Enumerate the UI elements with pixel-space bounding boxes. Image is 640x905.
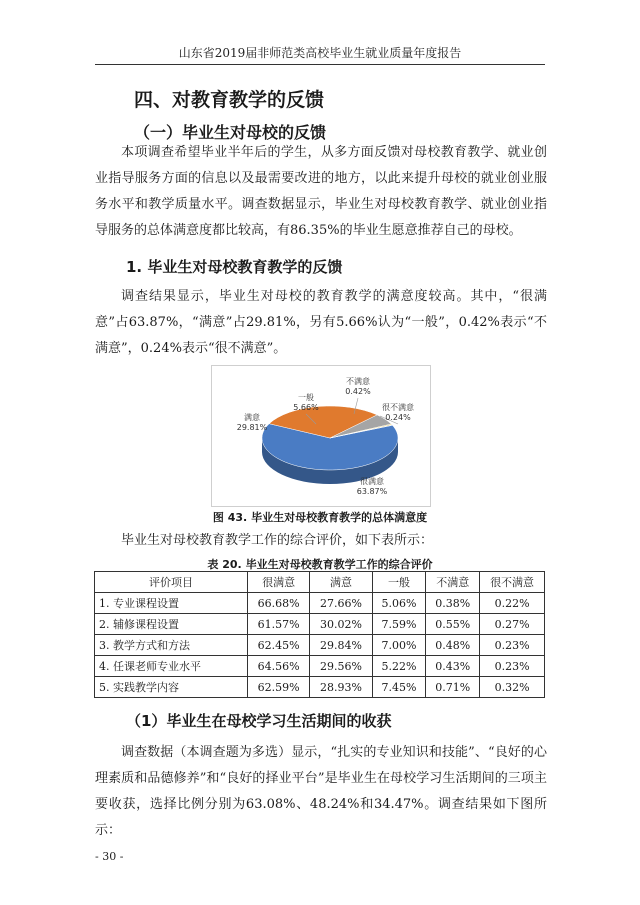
table-cell: 61.57%: [248, 614, 310, 635]
table-header-row: [95, 572, 545, 593]
table-cell: 3. 教学方式和方法: [95, 635, 248, 656]
subsection-2-paragraph: [95, 740, 547, 844]
table-cell: 0.38%: [426, 593, 480, 614]
table-cell: 1. 专业课程设置: [95, 593, 248, 614]
table-intro-text: 毕业生对母校教育教学工作的综合评价，如下表所示：: [121, 533, 434, 548]
table-cell: 62.59%: [248, 677, 310, 698]
pie-label-name: 很满意: [360, 477, 384, 486]
pie-label-value: 5.66%: [293, 403, 319, 412]
pie-label-name: 满意: [244, 413, 260, 422]
table-row: [95, 677, 545, 698]
table-cell: 5. 实践教学内容: [95, 677, 248, 698]
pie-label-name: 一般: [298, 393, 314, 402]
intro-text: 本项调查希望毕业半年后的学生，从多方面反馈对母校教育教学、就业创业指导服务方面的信息以及最需要改进的地方，以此来提升母校的就业创业服务水平和教学质量水平。调查数据显示，毕业生对母校教育教学、就业创业指导服务的总体满意度都比较高，有86.35%的毕业生愿意推荐自己的母校。: [95, 145, 547, 238]
pie-label-name: 不满意: [346, 377, 370, 386]
table-caption: 表 20. 毕业生对母校教育教学工作的综合评价: [207, 558, 433, 571]
running-header: 山东省2019届非师范类高校毕业生就业质量年度报告: [178, 46, 462, 60]
subsection-1-text: 调查结果显示，毕业生对母校的教育教学的满意度较高。其中，“很满意”占63.87%，“满意”占29.81%，另有5.66%认为“一般”，0.42%表示“不满意”，0.24%表示“很不满意”。: [95, 289, 547, 356]
table-cell: 0.27%: [480, 614, 545, 635]
table-cell: 5.06%: [372, 593, 426, 614]
table-cell: 7.00%: [372, 635, 426, 656]
subsection-2-heading: （1）毕业生在母校学习生活期间的收获: [126, 712, 392, 730]
table-cell: 0.55%: [426, 614, 480, 635]
table-header-cell: 满意: [310, 572, 372, 593]
table-header-cell: 很满意: [248, 572, 310, 593]
table-cell: 30.02%: [310, 614, 372, 635]
page-number: - 30 -: [95, 850, 124, 863]
table-cell: 0.48%: [426, 635, 480, 656]
table-cell: 62.45%: [248, 635, 310, 656]
pie-chart: [211, 365, 431, 507]
pie-label-value: 29.81%: [236, 423, 268, 432]
subsection-heading: （一）毕业生对母校的反馈: [134, 123, 327, 142]
table-cell: 0.23%: [480, 635, 545, 656]
table-cell: 29.56%: [310, 656, 372, 677]
table-cell: 0.23%: [480, 656, 545, 677]
pie-label-value: 0.24%: [385, 413, 411, 422]
intro-paragraph: [95, 140, 547, 244]
subsection-2-text: 调查数据（本调查题为多选）显示，“扎实的专业知识和技能”、“良好的心理素质和品德修养”和“良好的择业平台”是毕业生在母校学习生活期间的三项主要收获，选择比例分别为63.08%、48.24%和34.47%。调查结果如下图所示：: [95, 745, 547, 838]
table-header-cell: 评价项目: [95, 572, 248, 593]
table-cell: 0.71%: [426, 677, 480, 698]
pie-label-name: 很不满意: [382, 403, 414, 412]
subsection-1-heading: 1. 毕业生对母校教育教学的反馈: [126, 258, 343, 276]
table-row: [95, 614, 545, 635]
table-cell: 7.45%: [372, 677, 426, 698]
table-cell: 27.66%: [310, 593, 372, 614]
table-cell: 2. 辅修课程设置: [95, 614, 248, 635]
table-cell: 66.68%: [248, 593, 310, 614]
table-cell: 5.22%: [372, 656, 426, 677]
table-row: [95, 656, 545, 677]
table-header-cell: 不满意: [426, 572, 480, 593]
table-cell: 0.22%: [480, 593, 545, 614]
table-header-cell: 很不满意: [480, 572, 545, 593]
pie-label-value: 0.42%: [345, 387, 371, 396]
table-cell: 7.59%: [372, 614, 426, 635]
table-cell: 28.93%: [310, 677, 372, 698]
subsection-1-paragraph: [95, 284, 547, 362]
section-heading: 四、对教育教学的反馈: [134, 89, 325, 111]
table-cell: 29.84%: [310, 635, 372, 656]
table-row: [95, 635, 545, 656]
header-rule: [95, 64, 545, 65]
figure-caption: 图 43. 毕业生对母校教育教学的总体满意度: [212, 511, 428, 524]
table-cell: 0.43%: [426, 656, 480, 677]
table-cell: 4. 任课老师专业水平: [95, 656, 248, 677]
table-row: [95, 593, 545, 614]
evaluation-table: [94, 571, 545, 698]
table-intro-paragraph: [95, 528, 547, 554]
pie-label-value: 63.87%: [356, 487, 388, 496]
pie-chart-svg: [212, 366, 430, 506]
table-cell: 0.32%: [480, 677, 545, 698]
table-header-cell: 一般: [372, 572, 426, 593]
table-cell: 64.56%: [248, 656, 310, 677]
